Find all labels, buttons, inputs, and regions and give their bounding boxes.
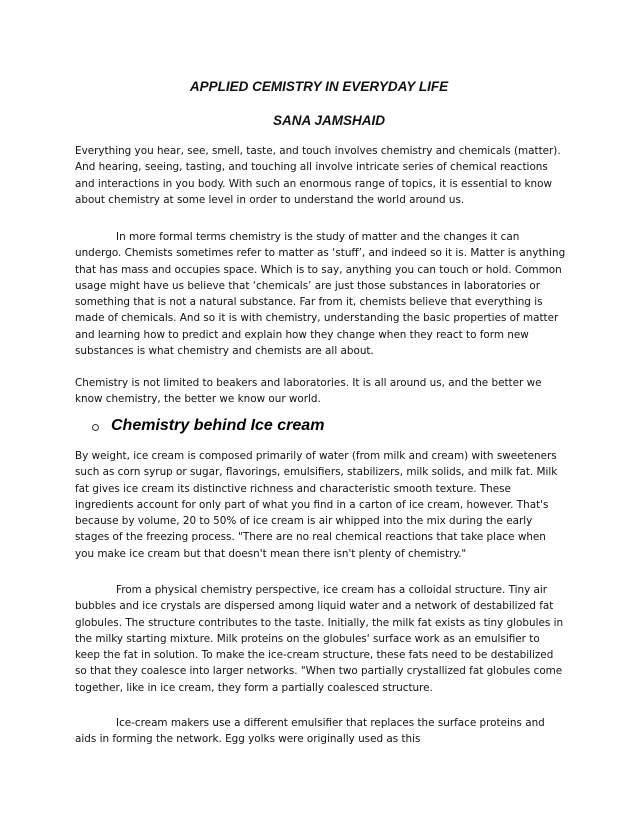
- ice-cream-paragraph-3: Ice-cream makers use a different emulsifier that replaces the surface proteins and aids in forming the network. Egg yolks were originally used as this: [75, 717, 545, 746]
- section-heading-text: Chemistry behind Ice cream: [111, 417, 325, 434]
- section-heading: [92, 417, 324, 435]
- document-author: SANA JAMSHAID: [272, 113, 385, 128]
- bullet-circle-icon: [92, 424, 99, 431]
- intro-paragraph-3: Chemistry is not limited to beakers and laboratories. It is all around us, and the better we know chemistry, the better we know our world.: [75, 377, 542, 406]
- document-title: APPLIED CEMISTRY IN EVERYDAY LIFE: [189, 79, 449, 94]
- ice-cream-paragraph-2: From a physical chemistry perspective, ice cream has a colloidal structure. Tiny air bubbles and ice crystals are dispersed among liquid water and a network of destabilized fat globules. The structure contributes to the taste. Initially, the milk fat exists as tiny globules in the milky starting mixture. Milk proteins on the globules' surface work as an emulsifier to keep the fat in solution. To make the ice-cream structure, these fats need to be destabilized so that they coalesce into larger networks. "When two partially crystallized fat globules come together, like in ice cream, they form a partially coalesced structure.: [75, 584, 564, 694]
- ice-cream-paragraph-1: By weight, ice cream is composed primarily of water (from milk and cream) with sweeteners such as corn syrup or sugar, flavorings, emulsifiers, stabilizers, milk solids, and milk fat. Milk fat gives ice cream its distinctive richness and characteristic smooth texture. These ingredients account for only part of what you find in a carton of ice cream, however. That's because by volume, 20 to 50% of ice cream is air whipped into the mix during the early stages of the freezing process. "There are no real chemical reactions that take place when you make ice cream but that doesn't mean there isn't plenty of chemistry.": [75, 450, 558, 560]
- intro-paragraph-1: Everything you hear, see, smell, taste, and touch involves chemistry and chemicals (matter). And hearing, seeing, tasting, and touching all involve intricate series of chemical reactions and interactions in you body. With such an enormous range of topics, it is essential to know about chemistry at some level in order to understand the world around us.: [75, 145, 561, 206]
- intro-paragraph-2: In more formal terms chemistry is the study of matter and the changes it can undergo. Chemists sometimes refer to matter as ‘stuff’, and indeed so it is. Matter is anything that has mass and occupies space. Which is to say, anything you can touch or hold. Common usage might have us believe that ‘chemicals’ are just those substances in laboratories or something that is not a natural substance. Far from it, chemists believe that everything is made of chemicals. And so it is with chemistry, understanding the basic properties of matter and learning how to predict and explain how they change when they react to form new substances is what chemistry and chemists are all about.: [75, 231, 566, 358]
